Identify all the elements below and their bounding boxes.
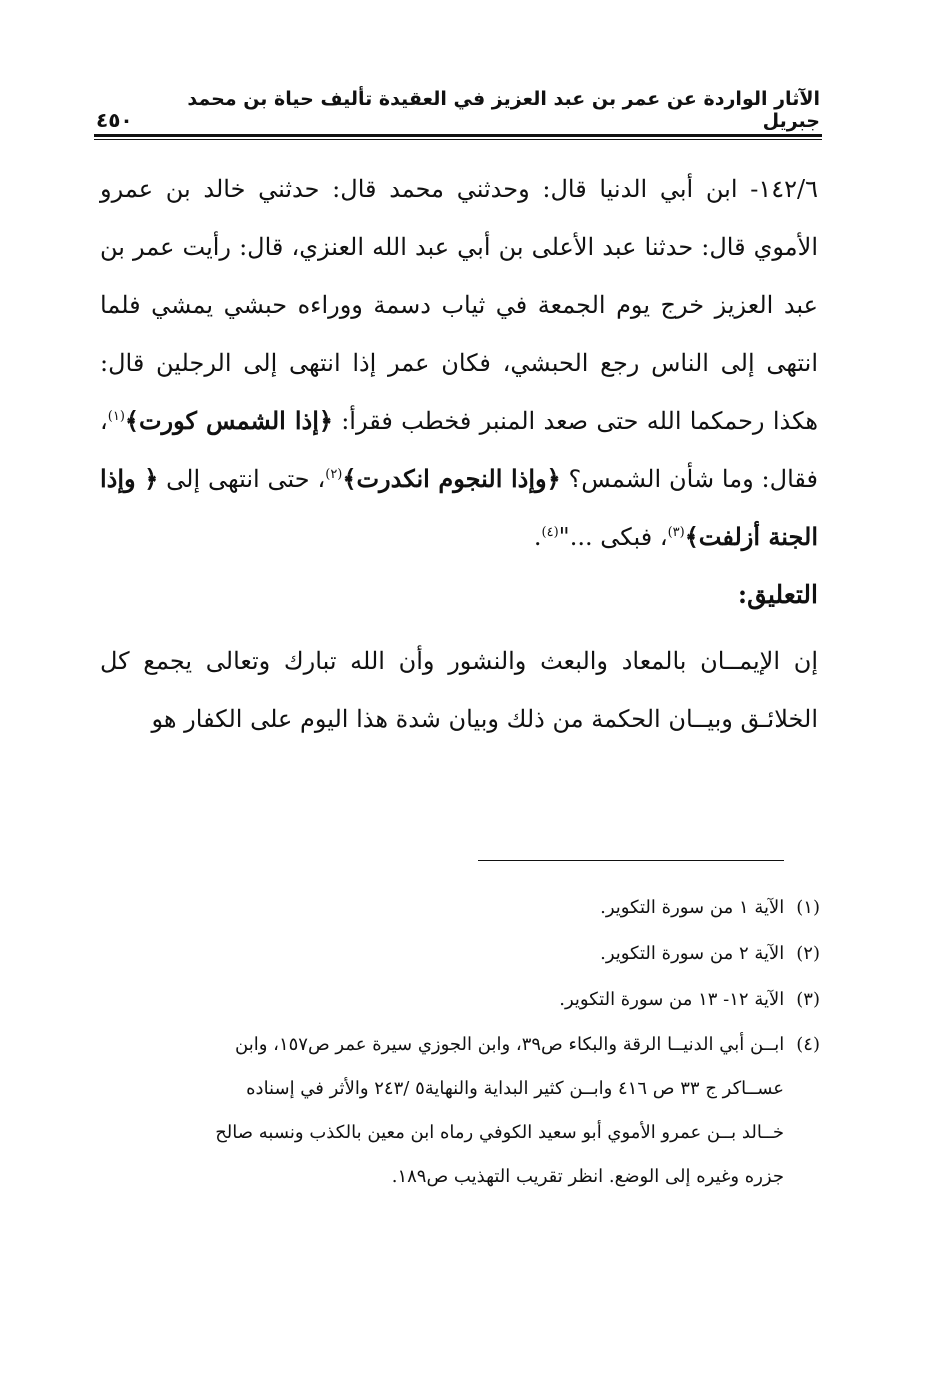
footnote-text-line-1: ابــن أبي الدنيــا الرقة والبكاء ص٣٩، وابن الجوزي سيرة عمر ص١٥٧، وابن — [235, 1034, 785, 1055]
footnote-text-line-3: خــالد بــن عمرو الأموي أبو سعيد الكوفي رماه ابن معين بالكذب ونسبه صالح — [215, 1122, 784, 1143]
footnote-2 — [104, 931, 820, 977]
footnote-text-line-4: جزره وغيره إلى الوضع. انظر تقريب التهذيب ص١٨٩. — [391, 1166, 784, 1187]
footnote-ref-4[interactable]: (٤) — [541, 525, 559, 540]
quran-verse-2: ﴿وإذا النجوم انكدرت﴾ — [342, 464, 561, 493]
footnote-number: (٤) — [796, 1034, 820, 1055]
footnotes — [104, 885, 820, 1199]
footnote-text: الآية ١٢- ١٣ من سورة التكوير. — [559, 989, 785, 1010]
header-rule-thin — [94, 139, 822, 140]
narration-paragraph — [100, 160, 818, 566]
header-title: الآثار الواردة عن عمر بن عبد العزيز في العقيدة تأليف حياة بن محمد جبريل — [187, 88, 820, 132]
running-header — [96, 88, 820, 132]
narration-text-2: ، فقال: وما شأن الشمس؟ — [100, 407, 819, 493]
footnote-number: (١) — [796, 897, 820, 918]
commentary-heading: التعليق: — [737, 580, 818, 609]
footnote-number: (٢) — [796, 943, 820, 964]
footnote-ref-3[interactable]: (٣) — [667, 525, 685, 540]
footnote-3 — [104, 977, 820, 1023]
footnote-text: الآية ٢ من سورة التكوير. — [600, 943, 785, 964]
header-rule — [94, 134, 822, 137]
footnote-number: (٣) — [796, 989, 820, 1010]
narration-text-4: ، فبكى ..." — [558, 523, 668, 551]
narration-text-1: ابن أبي الدنيا قال: وحدثني محمد قال: حدثني خالد بن عمرو الأموي قال: حدثنا عبد الأعلى بن أبي عبد الله العنزي، قال: رأيت عمر بن عبد العزيز خرج يوم الجمعة في ثياب دسمة ووراءه حبشي يمشي فلما انتهى إلى الناس رجع الحبشي، فكان عمر إذا انتهى إلى الرجلين قال: هكذا رحمكما الله حتى صعد المنبر فخطب فقرأ: — [100, 175, 819, 435]
narration-ending: . — [533, 523, 542, 551]
footnote-4 — [104, 1023, 820, 1199]
footnote-line — [104, 1023, 820, 1067]
footnote-ref-2[interactable]: (٢) — [325, 467, 343, 482]
footnote-text: الآية ١ من سورة التكوير. — [600, 897, 785, 918]
footnote-1 — [104, 885, 820, 931]
page-number: ٤٥٠ — [96, 108, 133, 132]
narration-number: ١٤٢/٦- — [750, 175, 818, 203]
quran-verse-1: ﴿إذا الشمس كورت﴾ — [124, 406, 333, 435]
footnote-separator — [478, 860, 784, 861]
footnote-ref-1[interactable]: (١) — [107, 409, 125, 424]
commentary-paragraph: إن الإيمــان بالمعاد والبعث والنشور وأن الله تبارك وتعالى يجمع كل الخلائـق وبيــان الحكمة من ذلك وبيان شدة هذا اليوم على الكفار هو — [100, 647, 818, 733]
narration-text-3: ، حتى انتهى إلى — [158, 465, 326, 493]
quran-verse-3: ﴿ وإذا الجنة أزلفت﴾ — [100, 464, 818, 551]
main-text — [100, 160, 818, 748]
footnote-text-line-2: عســاكر ج ٣٣ ص ٤١٦ وابــن كثير البداية والنهاية٥ /٢٤٣ والأثر في إسناده — [246, 1078, 784, 1099]
